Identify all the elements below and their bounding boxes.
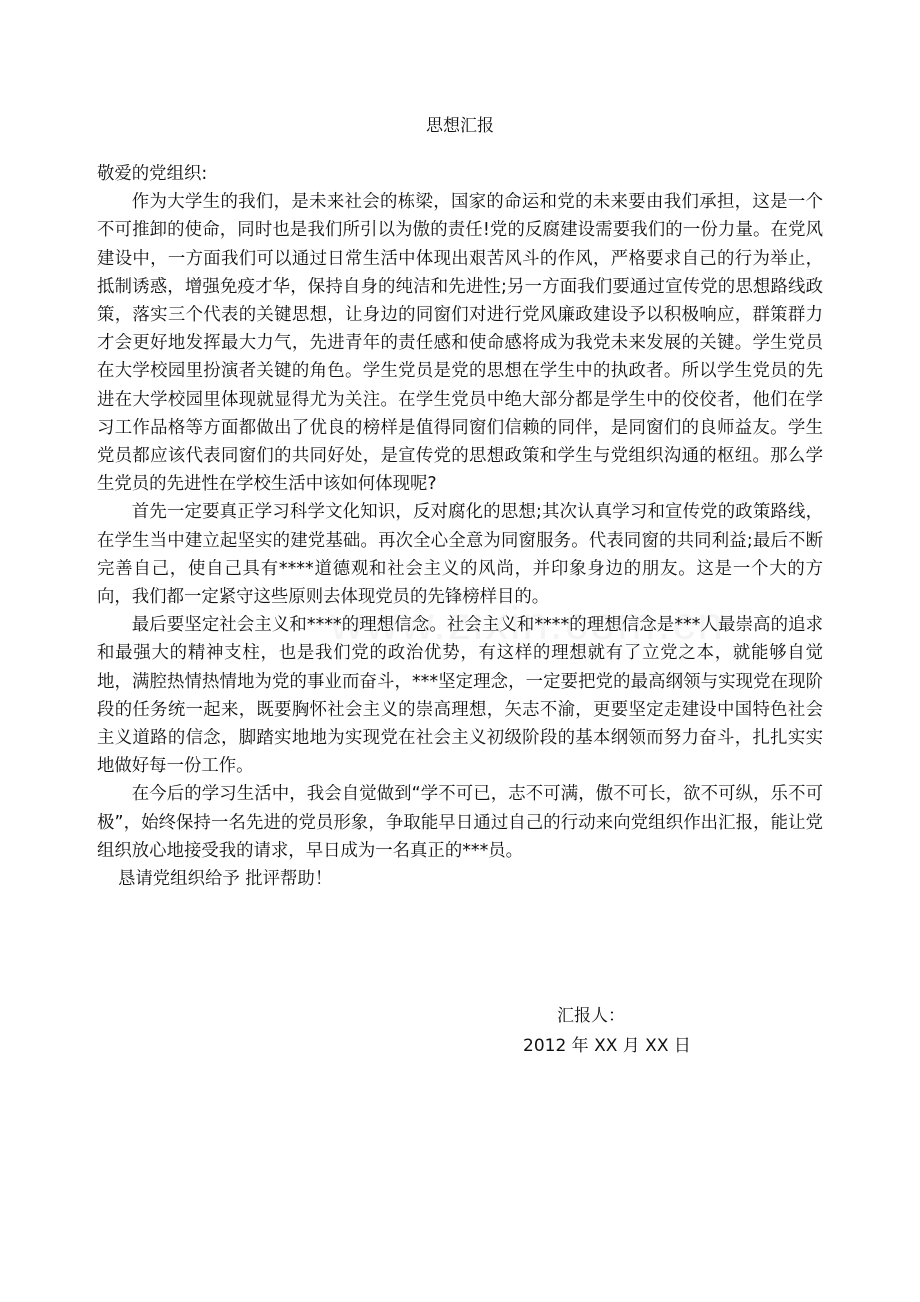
paragraph-4: 在今后的学习生活中，我会自觉做到“学不可已，志不可满，傲不可长，欲不可纵，乐不可极”，始终保持一名先进的党员形象，争取能早日通过自己的行动来向党组织作出汇报，能让党组织放心地接受我的请求，早日成为一名真正的***员。 (97, 784, 823, 861)
paragraph-3: 最后要坚定社会主义和****的理想信念。社会主义和****的理想信念是***人最崇高的追求和最强大的精神支柱，也是我们党的政治优势，有这样的理想就有了立党之本，就能够自觉地，满腔热情热情地为党的事业而奋斗，***坚定理念，一定要把党的最高纲领与实现党在现阶段的任务统一起来，既要胸怀社会主义的崇高理想，矢志不渝，更要坚定走建设中国特色社会主义道路的信念，脚踏实地地为实现党在社会主义初级阶段的基本纲领而努力奋斗，扎扎实实地做好每一份工作。 (97, 615, 823, 777)
signature-block (500, 1001, 700, 1061)
document-title: 思想汇报 (426, 116, 494, 136)
report-date: 2012 年 XX 月 XX 日 (523, 1036, 691, 1056)
paragraph-2: 首先一定要真正学习科学文化知识，反对腐化的思想;其次认真学习和宣传党的政策路线，在学生当中建立起坚实的建党基础。再次全心全意为同窗服务。代表同窗的共同利益;最后不断完善自己，使自己具有****道德观和社会主义的风尚，并印象身边的朋友。这是一个大的方向，我们都一定紧守这些原则去体现党员的先锋榜样目的。 (97, 502, 823, 608)
salutation: 敬爱的党组织: (97, 164, 208, 184)
closing-line: 恳请党组织给予 批评帮助！ (118, 869, 333, 890)
paragraph-1: 作为大学生的我们，是未来社会的栋梁，国家的命运和党的未来要由我们承担，这是一个不可推卸的使命，同时也是我们所引以为傲的责任!党的反腐建设需要我们的一份力量。在党风建设中，一方面我们可以通过日常生活中体现出艰苦风斗的作风，严格要求自己的行为举止，抵制诱惑，增强免疫才华，保持自身的纯洁和先进性;另一方面我们要通过宣传党的思想路线政策，落实三个代表的关键思想，让身边的同窗们对进行党风廉政建设予以积极响应，群策群力才会更好地发挥最大力气，先进青年的责任感和使命感将成为我党未来发展的关键。学生党员在大学校园里扮演者关键的角色。学生党员是党的思想在学生中的执政者。所以学生党员的先进在大学校园里体现就显得尤为关注。在学生党员中绝大部分都是学生中的佼佼者，他们在学习工作品格等方面都做出了优良的榜样是值得同窗们信赖的同伴，是同窗们的良师益友。学生党员都应该代表同窗们的共同好处，是宣传党的思想政策和学生与党组织沟通的枢纽。那么学生党员的先进性在学校生活中该如何体现呢? (97, 192, 823, 495)
document-body (97, 160, 823, 893)
reporter-label: 汇报人： (557, 1006, 625, 1026)
